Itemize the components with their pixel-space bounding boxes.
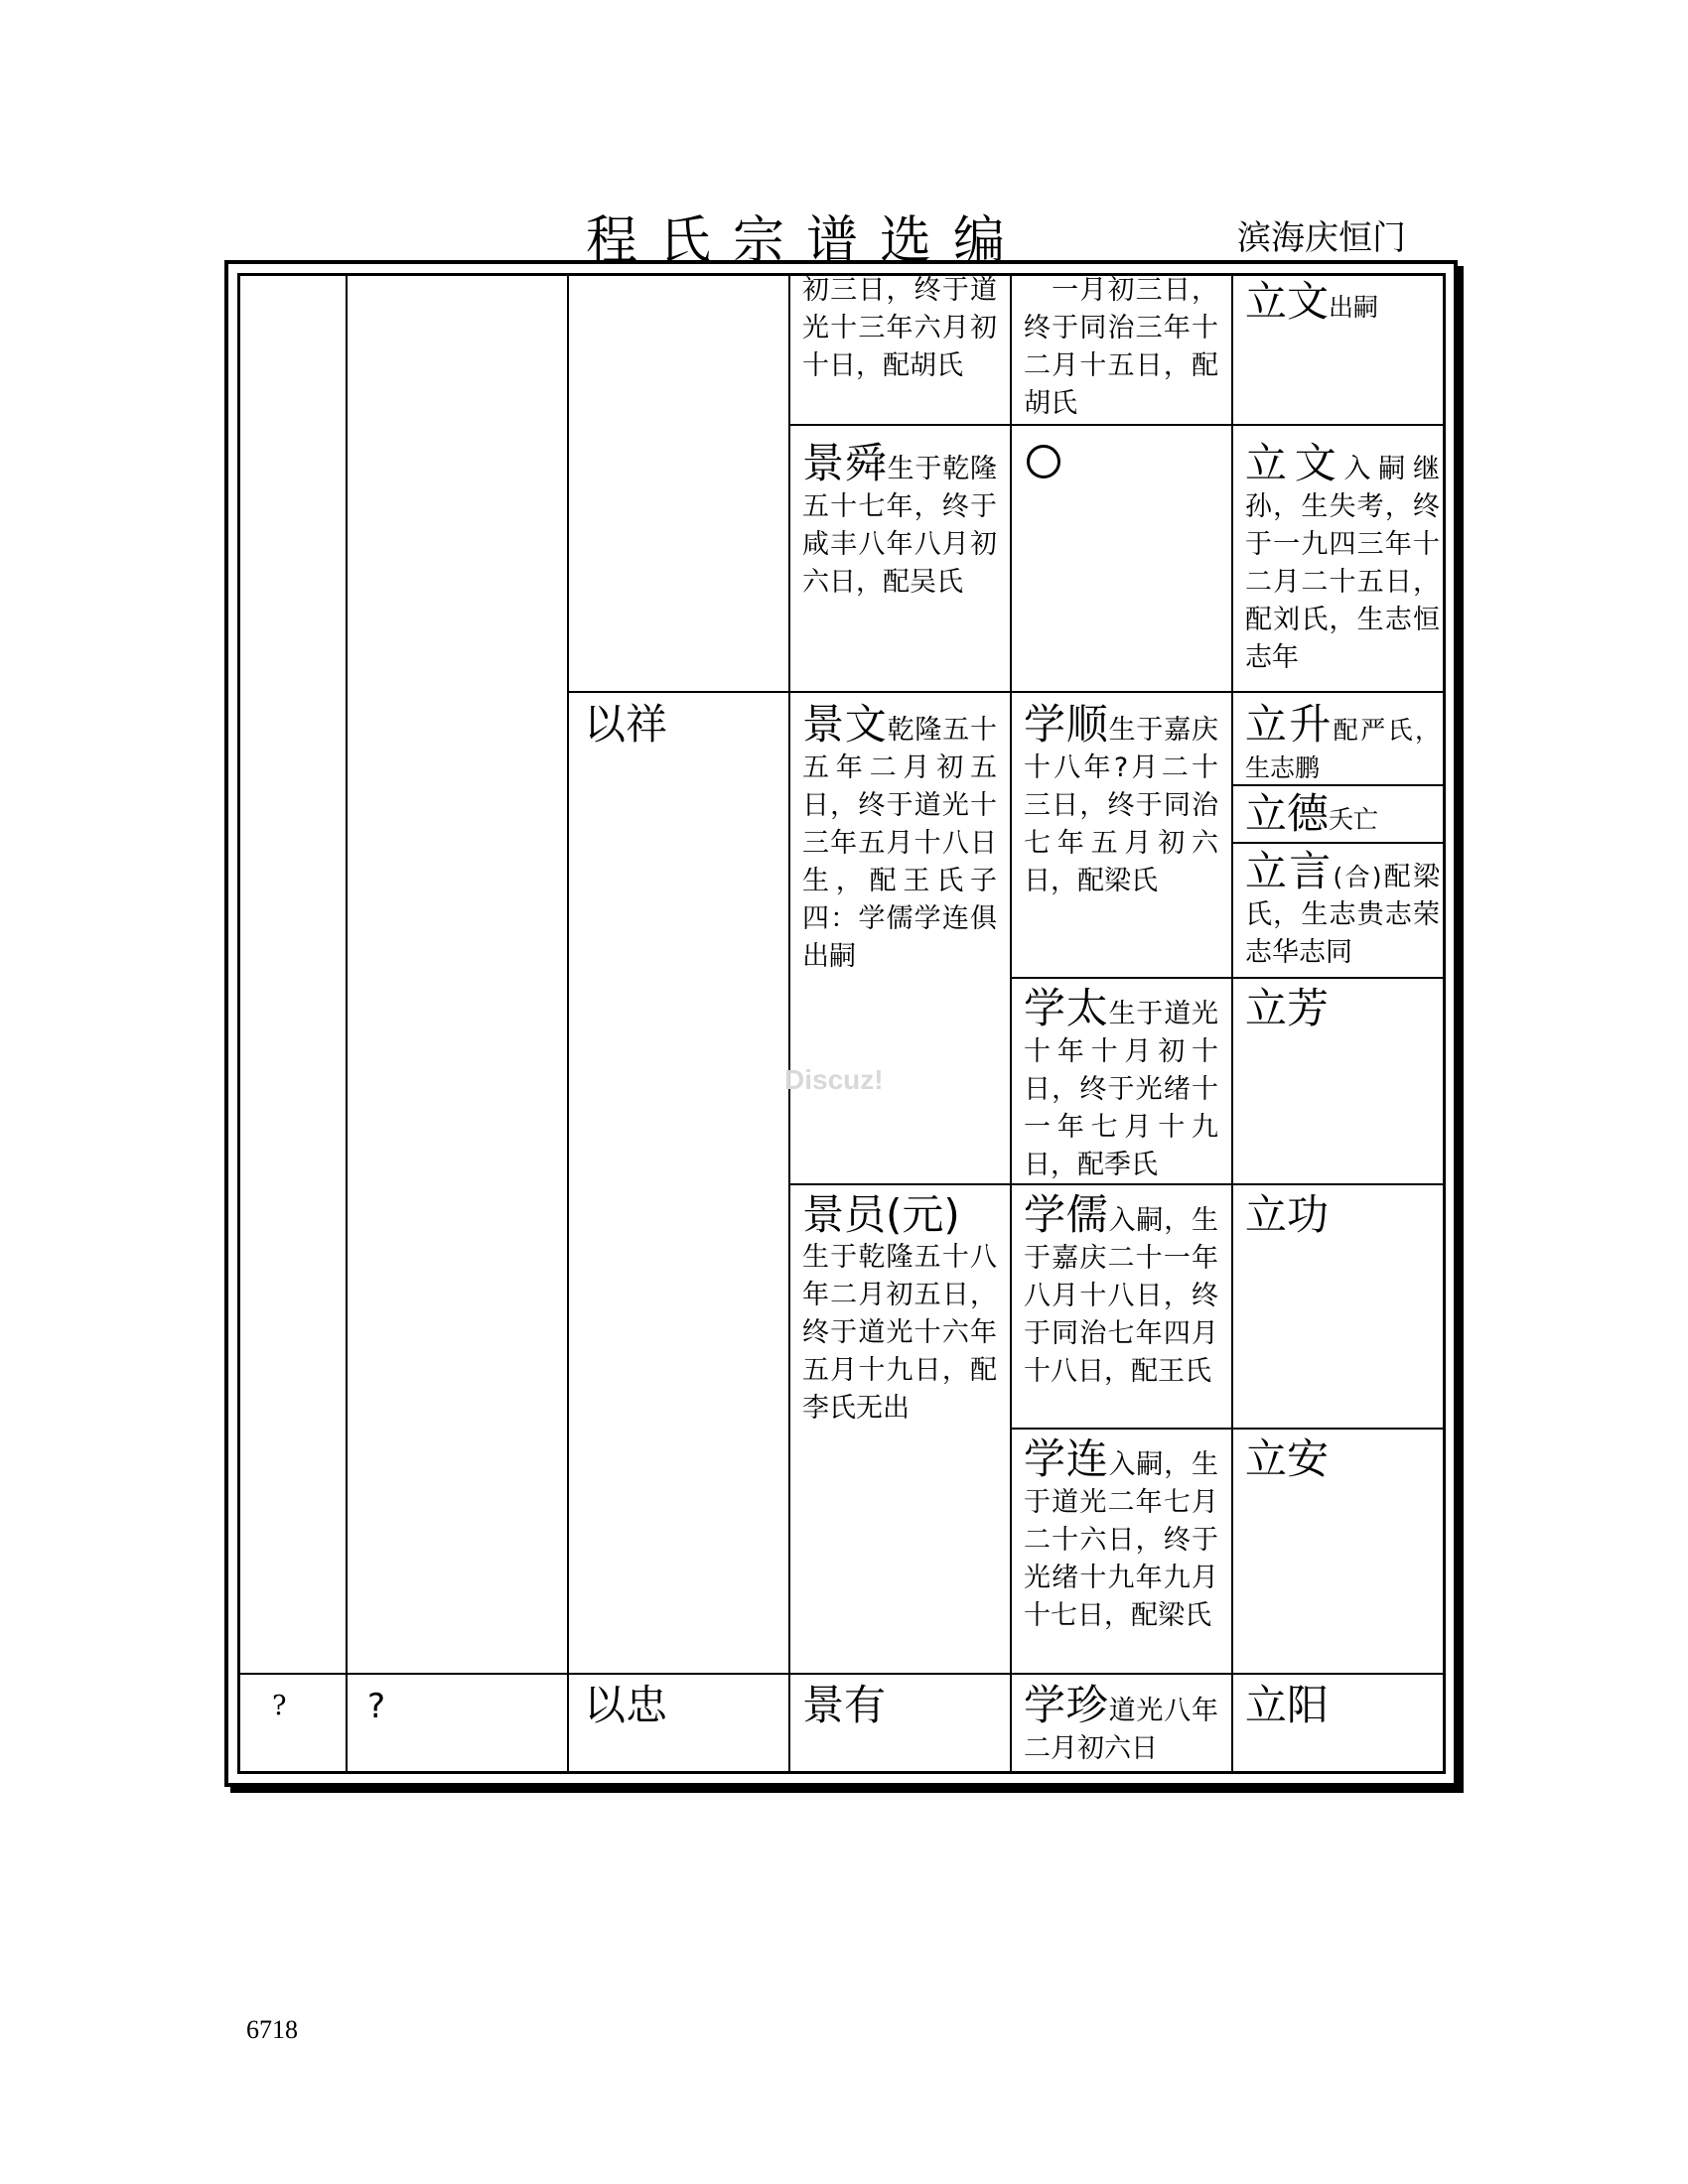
frame-shadow (230, 1787, 1464, 1793)
column-divider (1010, 273, 1012, 1774)
circle-mark-icon (1027, 445, 1060, 478)
person-name: 立阳 (1245, 1681, 1330, 1729)
entry-note: 入嗣，生于道光二年七月二十六日，终于光绪十九年九月十七日，配梁氏 (1024, 1449, 1218, 1631)
entry-note: 入嗣，生于嘉庆二十一年八月十八日，终于同治七年四月十八日，配王氏 (1024, 1205, 1218, 1387)
genealogy-entry (802, 272, 997, 385)
genealogy-entry (1245, 1682, 1440, 1730)
genealogy-entry (802, 1682, 997, 1730)
genealogy-entry (1245, 278, 1440, 327)
person-name: 学顺 (1024, 700, 1109, 749)
frame-shadow (1458, 266, 1464, 1793)
genealogy-entry (1245, 985, 1440, 1033)
genealogy-entry (1027, 445, 1221, 489)
person-name: 立文 (1245, 277, 1330, 326)
branch-label: 滨海庆恒门 (1237, 218, 1406, 258)
entry-note: 配梁氏，生志贵志荣志华志同 (1245, 862, 1440, 968)
person-name: 学儒 (1024, 1190, 1109, 1239)
entry-note: 一月初三日，终于同治三年十二月十五日，配胡氏 (1024, 275, 1218, 419)
genealogy-entry (272, 1688, 332, 1725)
entry-tag: (合) (1333, 863, 1382, 891)
genealogy-entry (1245, 1435, 1440, 1484)
column-divider (346, 273, 348, 1774)
genealogy-entry (1245, 790, 1440, 839)
person-name: 景文 (802, 700, 888, 749)
person-name: 景舜 (802, 439, 888, 487)
genealogy-entry (1245, 440, 1440, 677)
row-divider (567, 691, 1444, 693)
row-divider (237, 1673, 1444, 1675)
genealogy-entry (802, 701, 997, 976)
genealogy-entry (584, 701, 778, 750)
person-name: 立芳 (1245, 984, 1330, 1032)
column-divider (788, 273, 790, 1774)
genealogy-entry (1024, 272, 1218, 423)
person-name: 学太 (1024, 984, 1109, 1032)
entry-note: 初三日，终于道光十三年六月初十日，配胡氏 (802, 275, 997, 381)
person-name: 以忠 (584, 1681, 668, 1729)
genealogy-entry (802, 1191, 997, 1428)
column-divider (567, 273, 569, 1774)
person-name: 立德 (1245, 789, 1330, 838)
row-divider (1010, 977, 1444, 979)
genealogy-entry (367, 1688, 427, 1725)
entry-note: 生于乾隆五十八年二月初五日，终于道光十六年五月十九日，配李氏无出 (802, 1242, 997, 1424)
person-name: 景员(元) (802, 1190, 960, 1239)
genealogy-entry (1245, 701, 1440, 787)
entry-note: 配严氏，生志鹏 (1245, 716, 1440, 782)
person-name: 景有 (802, 1681, 887, 1729)
entry-note: 入嗣继孙，生失考，终于一九四三年十二月二十五日，配刘氏，生志恒志年 (1245, 454, 1440, 673)
row-divider (1010, 1428, 1444, 1430)
genealogy-entry (1024, 1682, 1218, 1768)
genealogy-entry (802, 440, 997, 602)
unknown-mark: ? (367, 1687, 386, 1726)
column-divider (1231, 273, 1233, 1774)
person-name: 立安 (1245, 1434, 1330, 1483)
person-name: 学珍 (1024, 1681, 1109, 1729)
entry-note: 乾隆五十五年二月初五日，终于道光十三年五月十八日生，配王氏子四：学儒学连俱出嗣 (802, 715, 997, 972)
person-name: 立升 (1245, 700, 1334, 749)
entry-note: 道光八年二月初六日 (1024, 1696, 1218, 1764)
entry-note: 夭亡 (1329, 805, 1379, 834)
entry-note: 生于道光十年十月初十日，终于光绪十一年七月十九日，配季氏 (1024, 999, 1218, 1180)
entry-note: 生于嘉庆十八年?月二十三日，终于同治七年五月初六日，配梁氏 (1024, 715, 1218, 896)
person-name: 立功 (1245, 1190, 1330, 1239)
watermark: Discuz! (784, 1064, 884, 1095)
genealogy-entry (1024, 1435, 1218, 1635)
person-name: 立言 (1245, 847, 1334, 895)
genealogy-entry (1024, 1191, 1218, 1391)
unknown-mark: ? (272, 1691, 287, 1721)
person-name: 学连 (1024, 1434, 1109, 1483)
page-title: 程氏宗谱选编 (586, 211, 1028, 271)
genealogy-entry (584, 1682, 778, 1730)
genealogy-entry (1024, 985, 1218, 1184)
page-number: 6718 (246, 2015, 298, 2044)
person-name: 以祥 (584, 700, 668, 749)
genealogy-entry (1245, 848, 1440, 972)
row-divider (1231, 842, 1444, 844)
person-name: 立文 (1245, 439, 1344, 487)
genealogy-entry (1245, 1191, 1440, 1240)
entry-note: 生于乾隆五十七年，终于咸丰八年八月初六日，配吴氏 (802, 454, 997, 598)
genealogy-entry (1024, 701, 1218, 900)
entry-note: 出嗣 (1329, 293, 1379, 322)
row-divider (788, 424, 1444, 426)
